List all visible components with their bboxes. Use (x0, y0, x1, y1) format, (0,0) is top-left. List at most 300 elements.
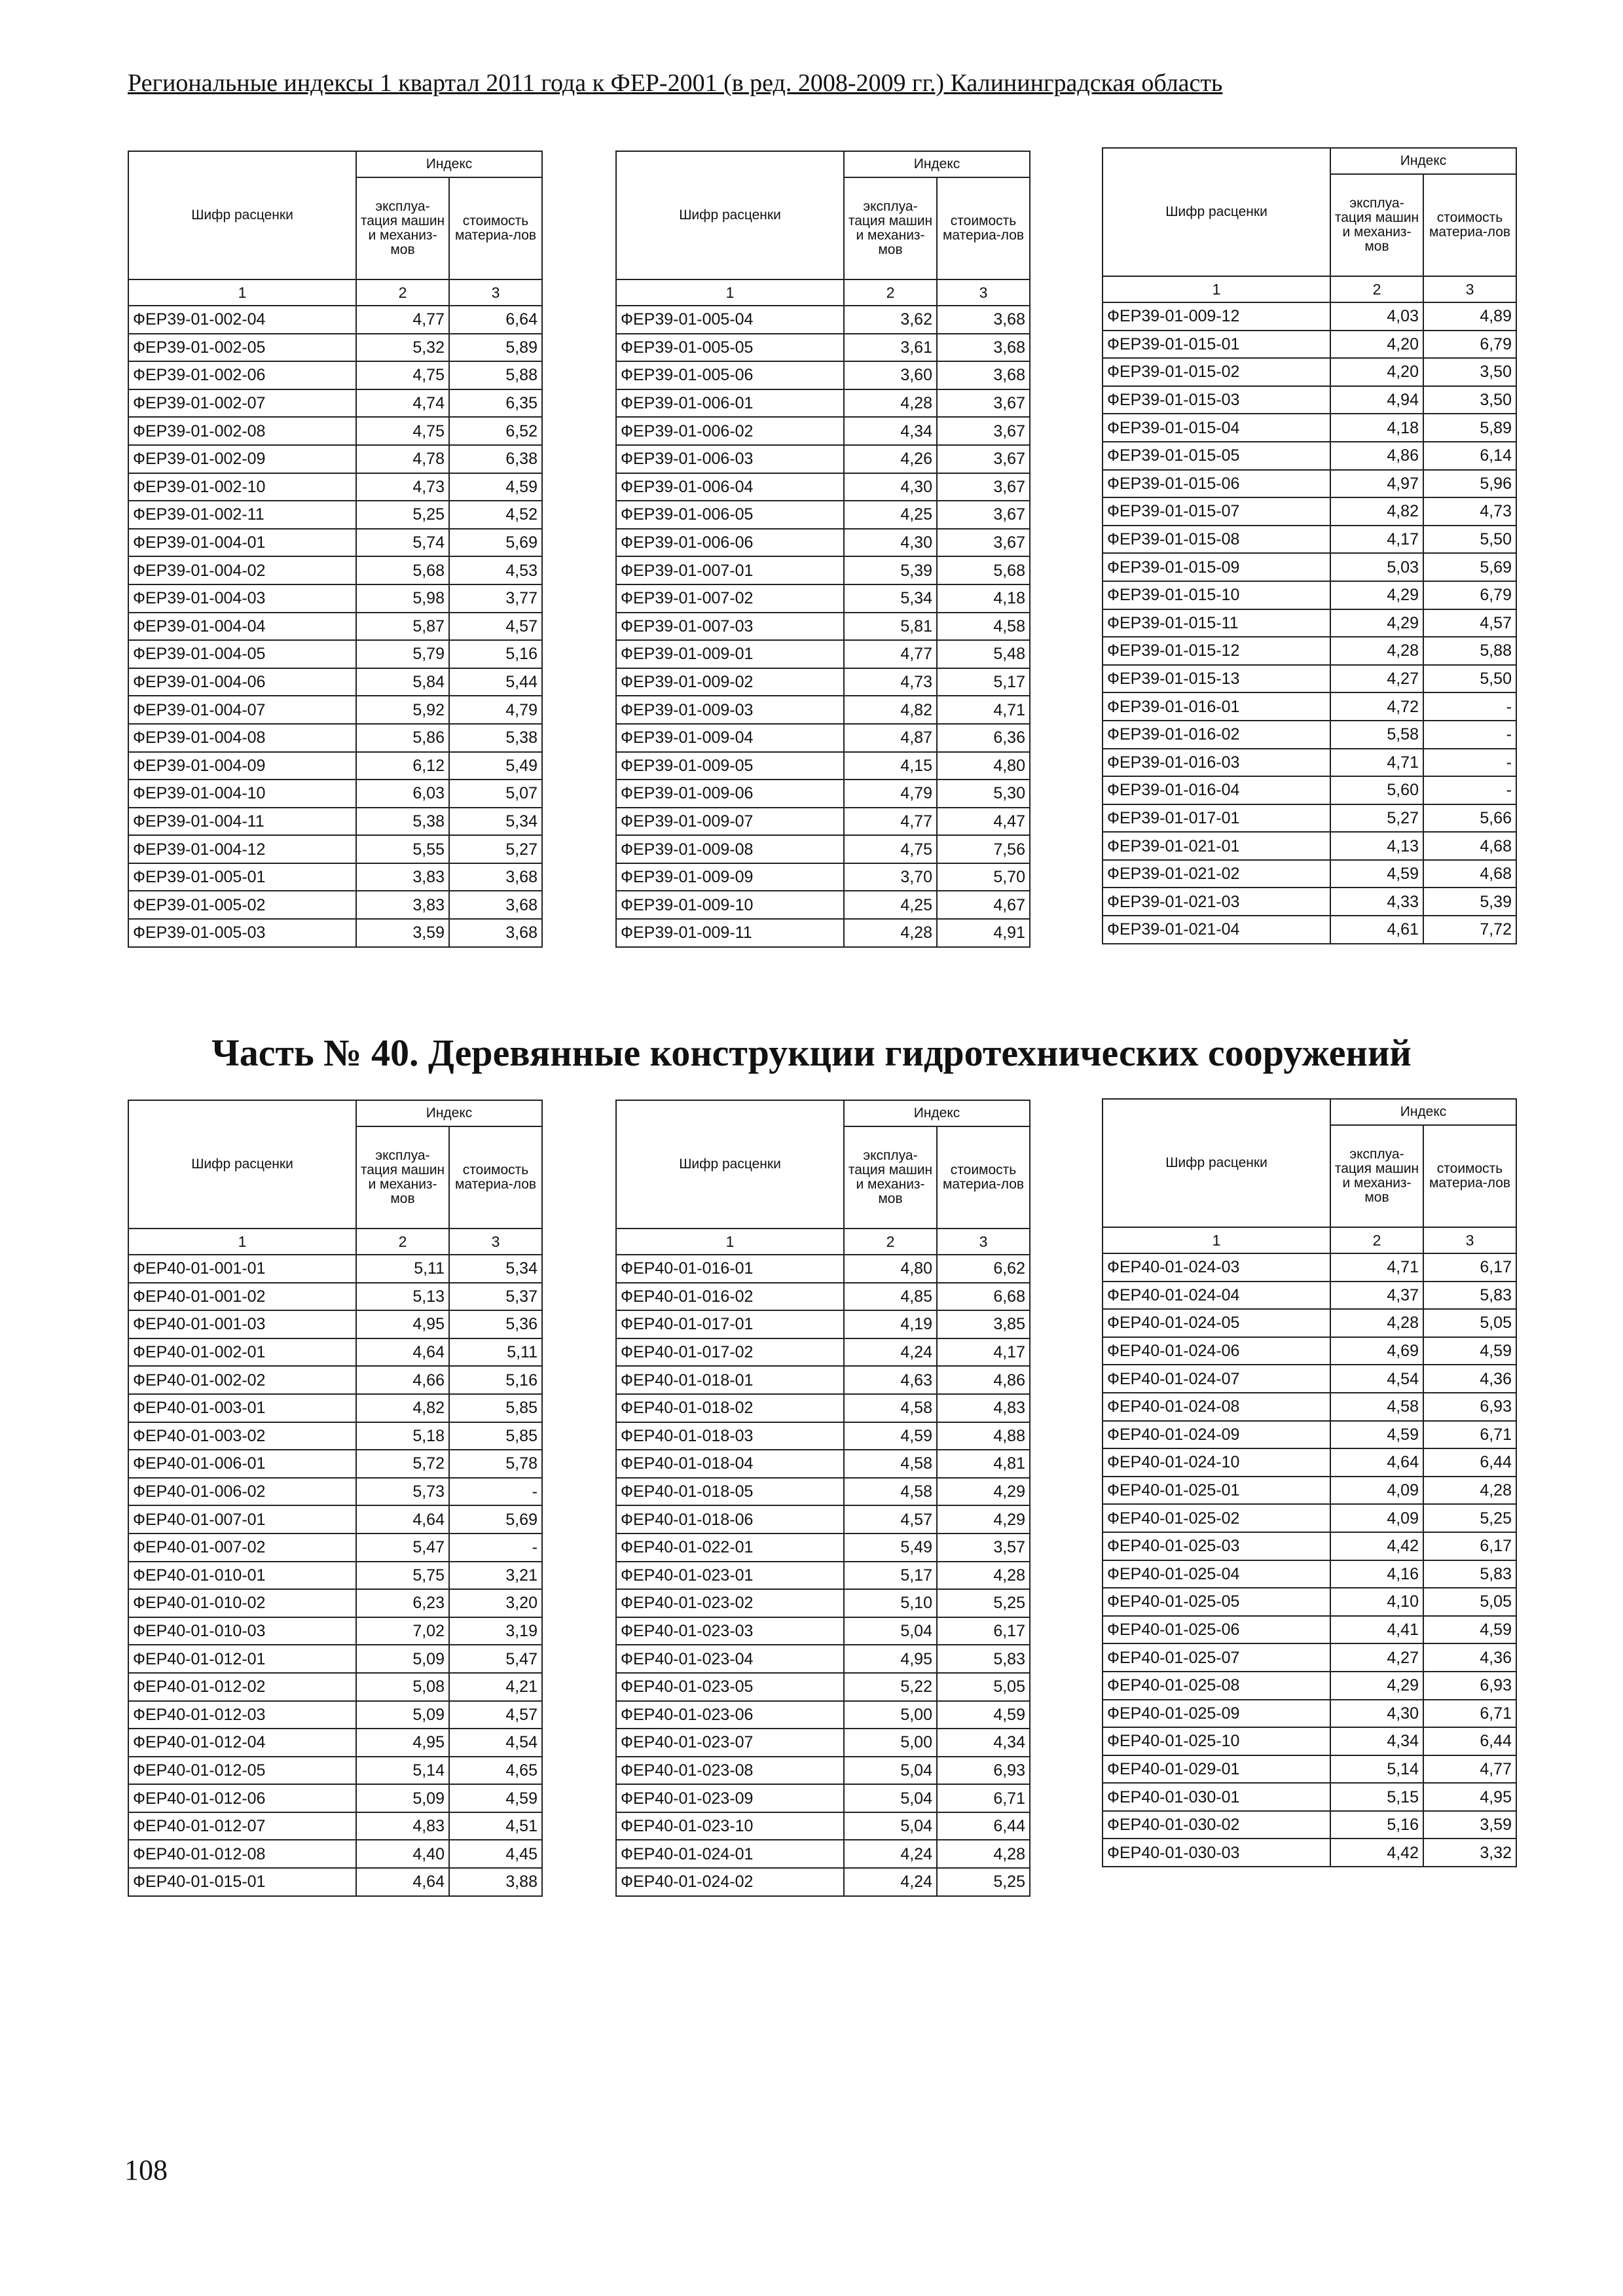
materials-index: 3,67 (937, 417, 1030, 445)
rate-code: ФЕР40-01-006-02 (128, 1478, 356, 1506)
machines-index: 4,26 (844, 445, 937, 473)
rate-code: ФЕР40-01-023-10 (616, 1812, 844, 1840)
table-row (1103, 665, 1516, 693)
machines-index: 4,40 (356, 1840, 449, 1868)
table-row (616, 696, 1030, 724)
machines-index: 4,64 (356, 1338, 449, 1367)
rate-code: ФЕР39-01-021-02 (1103, 860, 1330, 888)
table-row (128, 696, 542, 724)
materials-index: 4,47 (937, 808, 1030, 836)
rate-code: ФЕР39-01-004-08 (128, 724, 356, 752)
machines-index: 4,28 (844, 389, 937, 418)
rate-code: ФЕР40-01-025-05 (1103, 1588, 1330, 1616)
rate-code: ФЕР40-01-024-10 (1103, 1448, 1330, 1477)
rate-code: ФЕР39-01-015-10 (1103, 581, 1330, 609)
col-header-code: Шифр расценки (128, 151, 356, 279)
table-row (128, 1450, 542, 1478)
table-row (1103, 749, 1516, 777)
col-number: 3 (1423, 1227, 1516, 1253)
materials-index: 3,50 (1423, 386, 1516, 414)
machines-index: 5,47 (356, 1534, 449, 1562)
materials-index: 4,68 (1423, 860, 1516, 888)
materials-index: 5,37 (449, 1283, 542, 1311)
rate-code: ФЕР40-01-012-01 (128, 1645, 356, 1673)
materials-index: 6,44 (937, 1812, 1030, 1840)
col-number: 2 (356, 1229, 449, 1255)
table-row (616, 1784, 1030, 1812)
materials-index: 4,36 (1423, 1365, 1516, 1393)
materials-index: 4,45 (449, 1840, 542, 1868)
materials-index: 7,56 (937, 835, 1030, 863)
col-header-index: Индекс (844, 151, 1030, 177)
table-row (1103, 1504, 1516, 1532)
machines-index: 5,98 (356, 584, 449, 613)
rate-code: ФЕР39-01-015-03 (1103, 386, 1330, 414)
index-table (1102, 147, 1517, 944)
machines-index: 5,79 (356, 640, 449, 668)
materials-index: 6,44 (1423, 1727, 1516, 1755)
rate-code: ФЕР40-01-017-01 (616, 1310, 844, 1338)
table-row (616, 361, 1030, 389)
materials-index: 5,16 (449, 1366, 542, 1394)
rate-code: ФЕР39-01-006-01 (616, 389, 844, 418)
rate-code: ФЕР39-01-015-09 (1103, 553, 1330, 581)
rate-code: ФЕР40-01-029-01 (1103, 1755, 1330, 1784)
machines-index: 4,25 (844, 501, 937, 529)
machines-index: 3,62 (844, 306, 937, 334)
col-number: 1 (128, 1229, 356, 1255)
machines-index: 5,17 (844, 1562, 937, 1590)
machines-index: 3,70 (844, 863, 937, 891)
table-row (128, 1729, 542, 1757)
table-row (616, 780, 1030, 808)
materials-index: 5,69 (1423, 553, 1516, 581)
rate-code: ФЕР40-01-030-01 (1103, 1783, 1330, 1811)
rate-code: ФЕР39-01-005-03 (128, 919, 356, 947)
materials-index: 6,93 (937, 1757, 1030, 1785)
rate-code: ФЕР39-01-009-10 (616, 891, 844, 919)
machines-index: 5,32 (356, 334, 449, 362)
machines-index: 4,20 (1330, 358, 1423, 386)
machines-index: 5,25 (356, 501, 449, 529)
machines-index: 4,10 (1330, 1588, 1423, 1616)
col-header-machines: эксплуа-тация машин и механиз-мов (1330, 1125, 1423, 1227)
table-row (616, 584, 1030, 613)
machines-index: 4,27 (1330, 1643, 1423, 1672)
machines-index: 4,28 (1330, 1309, 1423, 1337)
machines-index: 5,60 (1330, 776, 1423, 804)
table-row (1103, 776, 1516, 804)
rate-code: ФЕР40-01-024-03 (1103, 1253, 1330, 1282)
col-header-code: Шифр расценки (1103, 1099, 1330, 1227)
table-row (128, 556, 542, 584)
materials-index: 4,89 (1423, 302, 1516, 331)
rate-code: ФЕР39-01-002-04 (128, 306, 356, 334)
table-row (128, 724, 542, 752)
machines-index: 6,12 (356, 752, 449, 780)
table-row (128, 1478, 542, 1506)
rate-code: ФЕР40-01-010-02 (128, 1589, 356, 1617)
page-number: 108 (124, 2154, 168, 2186)
rate-code: ФЕР40-01-024-05 (1103, 1309, 1330, 1337)
rate-code: ФЕР40-01-002-01 (128, 1338, 356, 1367)
materials-index: 4,80 (937, 752, 1030, 780)
table-row (1103, 1839, 1516, 1867)
materials-index: 6,79 (1423, 581, 1516, 609)
rate-code: ФЕР40-01-025-09 (1103, 1700, 1330, 1728)
rate-code: ФЕР40-01-012-08 (128, 1840, 356, 1868)
table-row (616, 556, 1030, 584)
col-number: 1 (616, 1229, 844, 1255)
table-row (1103, 1477, 1516, 1505)
rate-code: ФЕР39-01-021-01 (1103, 832, 1330, 860)
rate-code: ФЕР40-01-012-05 (128, 1757, 356, 1785)
table-row (1103, 637, 1516, 665)
table-row (128, 1812, 542, 1840)
machines-index: 4,24 (844, 1868, 937, 1896)
table-row (1103, 414, 1516, 442)
machines-index: 4,73 (356, 473, 449, 501)
materials-index: 4,73 (1423, 497, 1516, 526)
rate-code: ФЕР40-01-002-02 (128, 1366, 356, 1394)
materials-index: 6,71 (1423, 1700, 1516, 1728)
col-number: 3 (449, 1229, 542, 1255)
col-header-materials: стоимость материа-лов (1423, 1125, 1516, 1227)
materials-index: 4,65 (449, 1757, 542, 1785)
rate-code: ФЕР40-01-025-04 (1103, 1560, 1330, 1588)
table-row (1103, 832, 1516, 860)
col-header-code: Шифр расценки (1103, 148, 1330, 276)
machines-index: 4,74 (356, 389, 449, 418)
rate-code: ФЕР40-01-030-03 (1103, 1839, 1330, 1867)
machines-index: 5,39 (844, 556, 937, 584)
materials-index: 3,68 (449, 863, 542, 891)
materials-index: 4,53 (449, 556, 542, 584)
materials-index: 4,57 (449, 1701, 542, 1729)
table-row (128, 1366, 542, 1394)
rate-code: ФЕР40-01-018-01 (616, 1366, 844, 1394)
materials-index: 7,72 (1423, 916, 1516, 944)
table-row (128, 1701, 542, 1729)
materials-index: 3,68 (449, 919, 542, 947)
materials-index: 5,70 (937, 863, 1030, 891)
rate-code: ФЕР40-01-024-07 (1103, 1365, 1330, 1393)
table-row (128, 1338, 542, 1367)
materials-index: 4,28 (937, 1562, 1030, 1590)
col-header-materials: стоимость материа-лов (449, 177, 542, 279)
materials-index: 5,83 (1423, 1282, 1516, 1310)
machines-index: 5,04 (844, 1757, 937, 1785)
machines-index: 4,94 (1330, 386, 1423, 414)
table-row (616, 1338, 1030, 1367)
table-row (1103, 1393, 1516, 1421)
materials-index: 3,32 (1423, 1839, 1516, 1867)
materials-index: 4,58 (937, 613, 1030, 641)
table-row (616, 835, 1030, 863)
page-header: Региональные индексы 1 квартал 2011 года к ФЕР-2001 (в ред. 2008-2009 гг.) Калининградская область (128, 69, 1223, 97)
rate-code: ФЕР40-01-024-04 (1103, 1282, 1330, 1310)
rate-code: ФЕР40-01-025-02 (1103, 1504, 1330, 1532)
materials-index: 4,68 (1423, 832, 1516, 860)
materials-index: 5,16 (449, 640, 542, 668)
rate-code: ФЕР40-01-018-05 (616, 1478, 844, 1506)
machines-index: 4,15 (844, 752, 937, 780)
machines-index: 4,78 (356, 445, 449, 473)
table-row (1103, 386, 1516, 414)
machines-index: 4,27 (1330, 665, 1423, 693)
col-number: 1 (1103, 276, 1330, 302)
materials-index: 4,54 (449, 1729, 542, 1757)
rate-code: ФЕР39-01-015-12 (1103, 637, 1330, 665)
machines-index: 4,18 (1330, 414, 1423, 442)
machines-index: 5,04 (844, 1812, 937, 1840)
materials-index: 3,67 (937, 473, 1030, 501)
table-row (616, 613, 1030, 641)
materials-index: 3,20 (449, 1589, 542, 1617)
table-row (1103, 860, 1516, 888)
rate-code: ФЕР40-01-017-02 (616, 1338, 844, 1367)
table-row (1103, 358, 1516, 386)
rate-code: ФЕР40-01-023-05 (616, 1673, 844, 1701)
rate-code: ФЕР39-01-016-02 (1103, 721, 1330, 749)
materials-index: 6,14 (1423, 442, 1516, 470)
table-row (128, 334, 542, 362)
materials-index: 4,81 (937, 1450, 1030, 1478)
machines-index: 5,73 (356, 1478, 449, 1506)
table-row (1103, 1727, 1516, 1755)
materials-index: 5,96 (1423, 470, 1516, 498)
table-row (1103, 526, 1516, 554)
rate-code: ФЕР40-01-025-03 (1103, 1532, 1330, 1560)
table-row (616, 1729, 1030, 1757)
rate-code: ФЕР39-01-009-02 (616, 668, 844, 696)
rate-code: ФЕР39-01-015-11 (1103, 609, 1330, 637)
table-row (1103, 553, 1516, 581)
col-number: 2 (844, 279, 937, 306)
machines-index: 4,59 (1330, 860, 1423, 888)
materials-index: 5,69 (449, 529, 542, 557)
rate-code: ФЕР40-01-016-02 (616, 1283, 844, 1311)
rate-code: ФЕР39-01-004-01 (128, 529, 356, 557)
materials-index: 4,88 (937, 1422, 1030, 1450)
materials-index: 5,05 (1423, 1309, 1516, 1337)
machines-index: 5,09 (356, 1701, 449, 1729)
machines-index: 4,16 (1330, 1560, 1423, 1588)
machines-index: 4,41 (1330, 1616, 1423, 1644)
machines-index: 4,63 (844, 1366, 937, 1394)
materials-index: 5,05 (1423, 1588, 1516, 1616)
col-number: 1 (616, 279, 844, 306)
machines-index: 4,29 (1330, 609, 1423, 637)
rate-code: ФЕР39-01-007-02 (616, 584, 844, 613)
machines-index: 4,59 (844, 1422, 937, 1450)
table-row (128, 417, 542, 445)
materials-index: 5,25 (937, 1589, 1030, 1617)
rate-code: ФЕР39-01-004-07 (128, 696, 356, 724)
table-row (616, 1450, 1030, 1478)
machines-index: 5,74 (356, 529, 449, 557)
table-row (616, 501, 1030, 529)
materials-index: 5,78 (449, 1450, 542, 1478)
rate-code: ФЕР39-01-005-04 (616, 306, 844, 334)
materials-index: 5,34 (449, 808, 542, 836)
rate-code: ФЕР40-01-010-01 (128, 1562, 356, 1590)
rate-code: ФЕР39-01-016-04 (1103, 776, 1330, 804)
rate-code: ФЕР40-01-012-07 (128, 1812, 356, 1840)
table-row (128, 1505, 542, 1534)
materials-index: 5,89 (449, 334, 542, 362)
col-header-materials: стоимость материа-лов (937, 177, 1030, 279)
table-row (616, 473, 1030, 501)
materials-index: 6,17 (937, 1617, 1030, 1645)
rate-code: ФЕР39-01-002-07 (128, 389, 356, 418)
rate-code: ФЕР39-01-006-05 (616, 501, 844, 529)
machines-index: 4,82 (356, 1394, 449, 1422)
materials-index: 4,29 (937, 1478, 1030, 1506)
materials-index: 6,44 (1423, 1448, 1516, 1477)
table-row (128, 1840, 542, 1868)
machines-index: 4,30 (1330, 1700, 1423, 1728)
machines-index: 5,03 (1330, 553, 1423, 581)
table-row (1103, 692, 1516, 721)
materials-index: 4,86 (937, 1366, 1030, 1394)
machines-index: 5,49 (844, 1534, 937, 1562)
machines-index: 4,75 (356, 361, 449, 389)
materials-index: - (1423, 692, 1516, 721)
col-header-materials: стоимость материа-лов (449, 1126, 542, 1229)
materials-index: 3,68 (937, 334, 1030, 362)
table-row (128, 389, 542, 418)
materials-index: 4,59 (1423, 1337, 1516, 1365)
materials-index: 6,79 (1423, 331, 1516, 359)
machines-index: 5,11 (356, 1255, 449, 1283)
rate-code: ФЕР39-01-021-03 (1103, 888, 1330, 916)
materials-index: 5,30 (937, 780, 1030, 808)
rate-code: ФЕР39-01-009-07 (616, 808, 844, 836)
machines-index: 4,82 (1330, 497, 1423, 526)
machines-index: 4,83 (356, 1812, 449, 1840)
materials-index: 5,69 (449, 1505, 542, 1534)
table-row (1103, 1672, 1516, 1700)
machines-index: 4,95 (356, 1310, 449, 1338)
index-table (615, 151, 1030, 948)
col-number: 2 (1330, 276, 1423, 302)
rate-code: ФЕР39-01-006-02 (616, 417, 844, 445)
table-row (128, 1394, 542, 1422)
table-row (616, 1283, 1030, 1311)
table-row (616, 306, 1030, 334)
rate-code: ФЕР39-01-005-01 (128, 863, 356, 891)
materials-index: 3,59 (1423, 1811, 1516, 1839)
machines-index: 3,61 (844, 334, 937, 362)
table-row (128, 1673, 542, 1701)
machines-index: 5,18 (356, 1422, 449, 1450)
rate-code: ФЕР39-01-002-06 (128, 361, 356, 389)
rate-code: ФЕР39-01-002-08 (128, 417, 356, 445)
machines-index: 4,30 (844, 529, 937, 557)
table-row (616, 863, 1030, 891)
rate-code: ФЕР39-01-009-12 (1103, 302, 1330, 331)
materials-index: 3,67 (937, 445, 1030, 473)
rate-code: ФЕР39-01-017-01 (1103, 804, 1330, 833)
table-row (1103, 1421, 1516, 1449)
materials-index: 5,39 (1423, 888, 1516, 916)
col-number: 1 (128, 279, 356, 306)
materials-index: 5,83 (937, 1645, 1030, 1673)
machines-index: 5,00 (844, 1701, 937, 1729)
materials-index: 6,17 (1423, 1253, 1516, 1282)
rate-code: ФЕР39-01-009-09 (616, 863, 844, 891)
table-row (616, 724, 1030, 752)
materials-index: 5,49 (449, 752, 542, 780)
machines-index: 4,58 (844, 1394, 937, 1422)
materials-index: 6,38 (449, 445, 542, 473)
table-row (1103, 1755, 1516, 1784)
rate-code: ФЕР40-01-015-01 (128, 1868, 356, 1896)
rate-code: ФЕР39-01-009-11 (616, 919, 844, 947)
materials-index: 3,57 (937, 1534, 1030, 1562)
rate-code: ФЕР40-01-025-10 (1103, 1727, 1330, 1755)
machines-index: 4,34 (844, 417, 937, 445)
machines-index: 5,09 (356, 1645, 449, 1673)
rate-code: ФЕР40-01-023-03 (616, 1617, 844, 1645)
col-header-materials: стоимость материа-лов (1423, 174, 1516, 276)
machines-index: 4,28 (844, 919, 937, 947)
table-row (616, 1394, 1030, 1422)
materials-index: 5,44 (449, 668, 542, 696)
rate-code: ФЕР40-01-001-01 (128, 1255, 356, 1283)
materials-index: 5,89 (1423, 414, 1516, 442)
table-row (128, 584, 542, 613)
rate-code: ФЕР40-01-022-01 (616, 1534, 844, 1562)
machines-index: 5,16 (1330, 1811, 1423, 1839)
table-row (616, 1812, 1030, 1840)
rate-code: ФЕР40-01-018-06 (616, 1505, 844, 1534)
materials-index: 5,27 (449, 835, 542, 863)
rate-code: ФЕР39-01-007-01 (616, 556, 844, 584)
rate-code: ФЕР40-01-024-09 (1103, 1421, 1330, 1449)
table-row (1103, 1616, 1516, 1644)
materials-index: 5,25 (1423, 1504, 1516, 1532)
machines-index: 5,84 (356, 668, 449, 696)
table-row (128, 891, 542, 919)
machines-index: 4,54 (1330, 1365, 1423, 1393)
machines-index: 5,86 (356, 724, 449, 752)
machines-index: 5,55 (356, 835, 449, 863)
machines-index: 5,14 (1330, 1755, 1423, 1784)
rate-code: ФЕР40-01-030-02 (1103, 1811, 1330, 1839)
rate-code: ФЕР39-01-009-04 (616, 724, 844, 752)
materials-index: 4,28 (937, 1840, 1030, 1868)
table-row (128, 919, 542, 947)
materials-index: - (1423, 749, 1516, 777)
machines-index: 4,86 (1330, 442, 1423, 470)
rate-code: ФЕР40-01-024-08 (1103, 1393, 1330, 1421)
rate-code: ФЕР40-01-025-01 (1103, 1477, 1330, 1505)
table-row (128, 808, 542, 836)
rate-code: ФЕР39-01-015-13 (1103, 665, 1330, 693)
machines-index: 5,27 (1330, 804, 1423, 833)
machines-index: 4,77 (356, 306, 449, 334)
materials-index: 5,07 (449, 780, 542, 808)
machines-index: 4,77 (844, 808, 937, 836)
materials-index: 5,47 (449, 1645, 542, 1673)
rate-code: ФЕР39-01-021-04 (1103, 916, 1330, 944)
materials-index: 5,66 (1423, 804, 1516, 833)
table-row (128, 1562, 542, 1590)
rate-code: ФЕР39-01-004-03 (128, 584, 356, 613)
machines-index: 5,34 (844, 584, 937, 613)
